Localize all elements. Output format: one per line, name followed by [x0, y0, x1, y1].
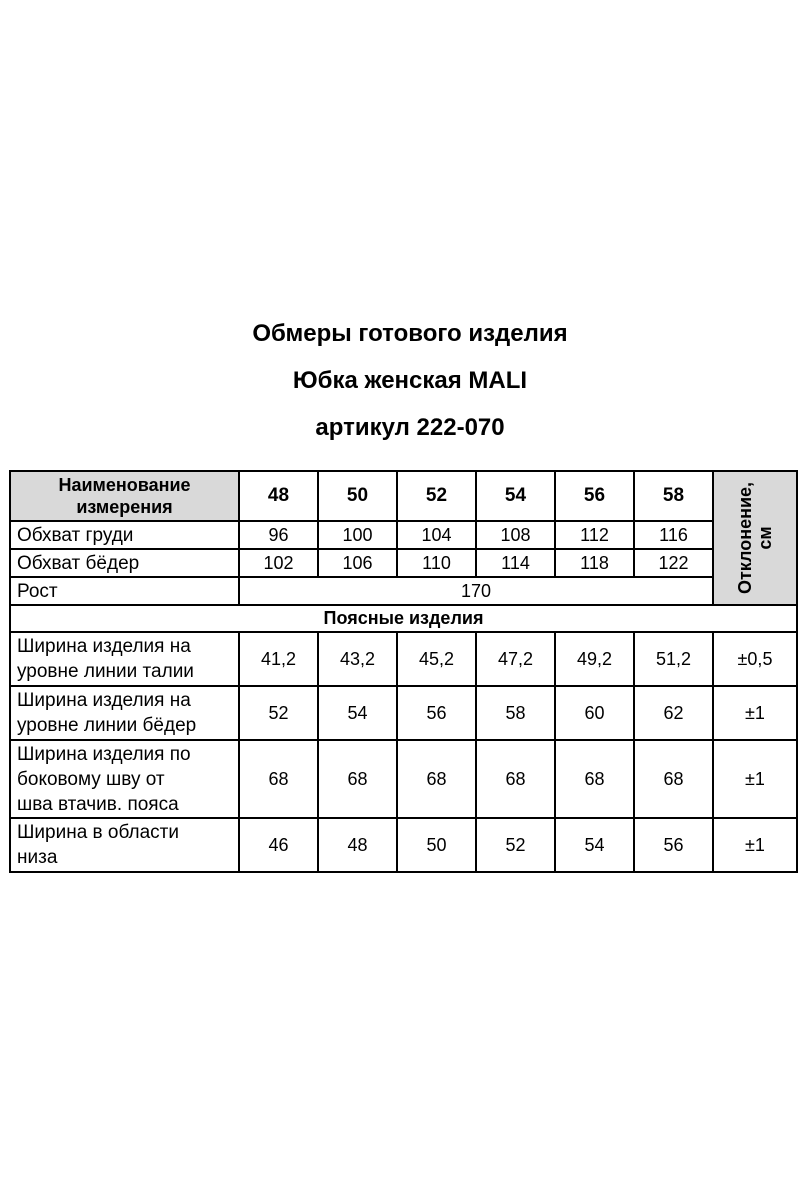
value-cell: 56	[634, 818, 713, 872]
header-name-line1: Наименование	[58, 475, 191, 495]
table-row	[10, 632, 797, 686]
page-title: Обмеры готового изделия	[252, 320, 568, 347]
row-label-line: низа	[17, 847, 58, 868]
header-size-52: 52	[397, 471, 476, 521]
row-label-line: Ширина изделия на	[17, 690, 191, 711]
value-cell: 54	[555, 818, 634, 872]
value-cell: 104	[397, 521, 476, 549]
value-cell: 46	[239, 818, 318, 872]
row-label-line: Ширина изделия по	[17, 743, 191, 765]
deviation-header-line2: см	[755, 526, 775, 550]
row-label-hip-width	[10, 686, 239, 740]
value-cell: 45,2	[397, 632, 476, 686]
row-label-height: Рост	[10, 577, 239, 605]
row-label-hem-width	[10, 818, 239, 872]
value-cell: 118	[555, 549, 634, 577]
value-cell: 106	[318, 549, 397, 577]
row-label-chest: Обхват груди	[10, 521, 239, 549]
height-value: 170	[239, 577, 713, 605]
row-label-line: уровне линии талии	[17, 661, 194, 682]
table-row	[10, 818, 797, 872]
table-row	[10, 577, 797, 605]
table-row	[10, 740, 797, 818]
row-label-line: уровне линии бёдер	[17, 715, 197, 736]
measurements-table	[9, 470, 798, 873]
value-cell: 68	[555, 740, 634, 818]
deviation-cell: ±1	[713, 686, 797, 740]
header-size-54: 54	[476, 471, 555, 521]
value-cell: 48	[318, 818, 397, 872]
value-cell: 50	[397, 818, 476, 872]
deviation-header-line1: Отклонение,	[735, 481, 755, 595]
value-cell: 114	[476, 549, 555, 577]
table-row	[10, 549, 797, 577]
value-cell: 54	[318, 686, 397, 740]
value-cell: 68	[634, 740, 713, 818]
table-row	[10, 521, 797, 549]
value-cell: 47,2	[476, 632, 555, 686]
value-cell: 68	[476, 740, 555, 818]
deviation-cell: ±0,5	[713, 632, 797, 686]
value-cell: 60	[555, 686, 634, 740]
value-cell: 68	[239, 740, 318, 818]
row-label-waist-width	[10, 632, 239, 686]
value-cell: 68	[318, 740, 397, 818]
value-cell: 68	[397, 740, 476, 818]
product-name: Юбка женская MALI	[292, 367, 528, 394]
value-cell: 52	[476, 818, 555, 872]
section-row	[10, 605, 797, 632]
title-block	[0, 310, 800, 451]
value-cell: 116	[634, 521, 713, 549]
row-label-side-seam-length	[10, 740, 239, 818]
deviation-cell: ±1	[713, 818, 797, 872]
value-cell: 49,2	[555, 632, 634, 686]
row-label-line: боковому шву от	[17, 768, 165, 790]
header-size-58: 58	[634, 471, 713, 521]
row-label-line: шва втачив. пояса	[17, 793, 179, 815]
deviation-header-label	[735, 482, 775, 594]
row-label-line: Ширина изделия на	[17, 636, 191, 657]
section-title: Поясные изделия	[10, 605, 797, 632]
value-cell: 100	[318, 521, 397, 549]
value-cell: 56	[397, 686, 476, 740]
header-name-line2: измерения	[76, 497, 173, 517]
row-label-line: Ширина в области	[17, 822, 179, 843]
header-size-48: 48	[239, 471, 318, 521]
deviation-cell: ±1	[713, 740, 797, 818]
value-cell: 110	[397, 549, 476, 577]
table-row	[10, 686, 797, 740]
deviation-header-cell	[713, 471, 797, 605]
value-cell: 108	[476, 521, 555, 549]
header-row	[10, 471, 797, 521]
value-cell: 43,2	[318, 632, 397, 686]
header-size-50: 50	[318, 471, 397, 521]
value-cell: 122	[634, 549, 713, 577]
value-cell: 41,2	[239, 632, 318, 686]
value-cell: 102	[239, 549, 318, 577]
value-cell: 52	[239, 686, 318, 740]
value-cell: 62	[634, 686, 713, 740]
value-cell: 58	[476, 686, 555, 740]
header-size-56: 56	[555, 471, 634, 521]
article-number: артикул 222-070	[315, 414, 505, 441]
value-cell: 96	[239, 521, 318, 549]
row-label-hips: Обхват бёдер	[10, 549, 239, 577]
value-cell: 112	[555, 521, 634, 549]
value-cell: 51,2	[634, 632, 713, 686]
header-name-cell	[10, 471, 239, 521]
